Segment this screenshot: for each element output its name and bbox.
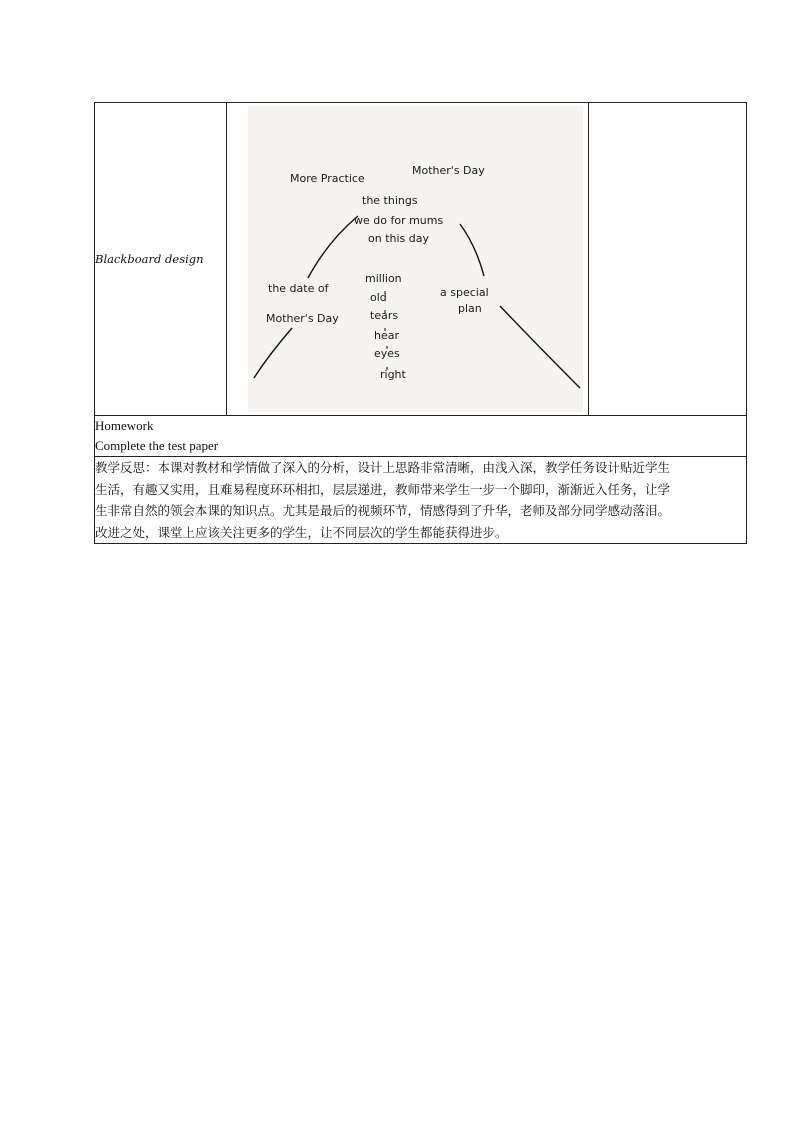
board-curve-lower-left [254,328,292,378]
board-top-line-2: we do for mums [354,214,444,227]
reflection-cell [95,457,747,544]
board-curve-upper-left [308,216,358,278]
board-word-4: hear [374,329,400,342]
board-word-3: tears [370,309,399,322]
board-title-left: More Practice [290,172,365,185]
board-top-line-3: on this day [368,232,429,245]
reflection-line-1: 教学反思：本课对教材和学情做了深入的分析，设计上思路非常清晰，由浅入深，教学任务设计贴近学生 [95,460,671,475]
reflection-row [95,457,747,544]
board-curve-lower-right [500,306,580,388]
board-word-5: eyes [374,347,400,360]
board-left-line-1: the date of [268,282,329,295]
lesson-table [94,102,747,544]
board-curve-upper-right [460,224,484,276]
board-right-line-2: plan [458,302,482,315]
reflection-line-2: 生活，有趣又实用，且难易程度环环相扣，层层递进，教师带来学生一步一个脚印，渐渐近入任务，让学 [95,481,671,497]
homework-cell [95,416,747,457]
homework-task: Complete the test paper [95,438,219,453]
board-word-6: right [380,368,406,381]
blackboard-image-cell [227,103,589,416]
board-left-line-2: Mother's Day [266,312,339,325]
blackboard-notes-cell [589,103,747,416]
reflection-line-3: 生非常自然的领会本课的知识点。尤其是最后的视频环节，情感得到了升华，老师及部分同学感动落泪。 [95,503,671,518]
board-title-right: Mother's Day [412,164,485,177]
board-word-2: old [370,291,387,304]
blackboard-label: Blackboard design [95,103,227,416]
reflection-line-4: 改进之处，课堂上应该关注更多的学生，让不同层次的学生都能获得进步。 [95,524,508,540]
board-right-line-1: a special [440,286,489,299]
blackboard-row [95,103,747,416]
board-word-1: million [365,272,402,285]
blackboard-photo [248,106,583,412]
board-top-line-1: the things [362,194,418,207]
homework-title: Homework [95,418,154,433]
homework-row [95,416,747,457]
blackboard-drawing [248,106,583,412]
